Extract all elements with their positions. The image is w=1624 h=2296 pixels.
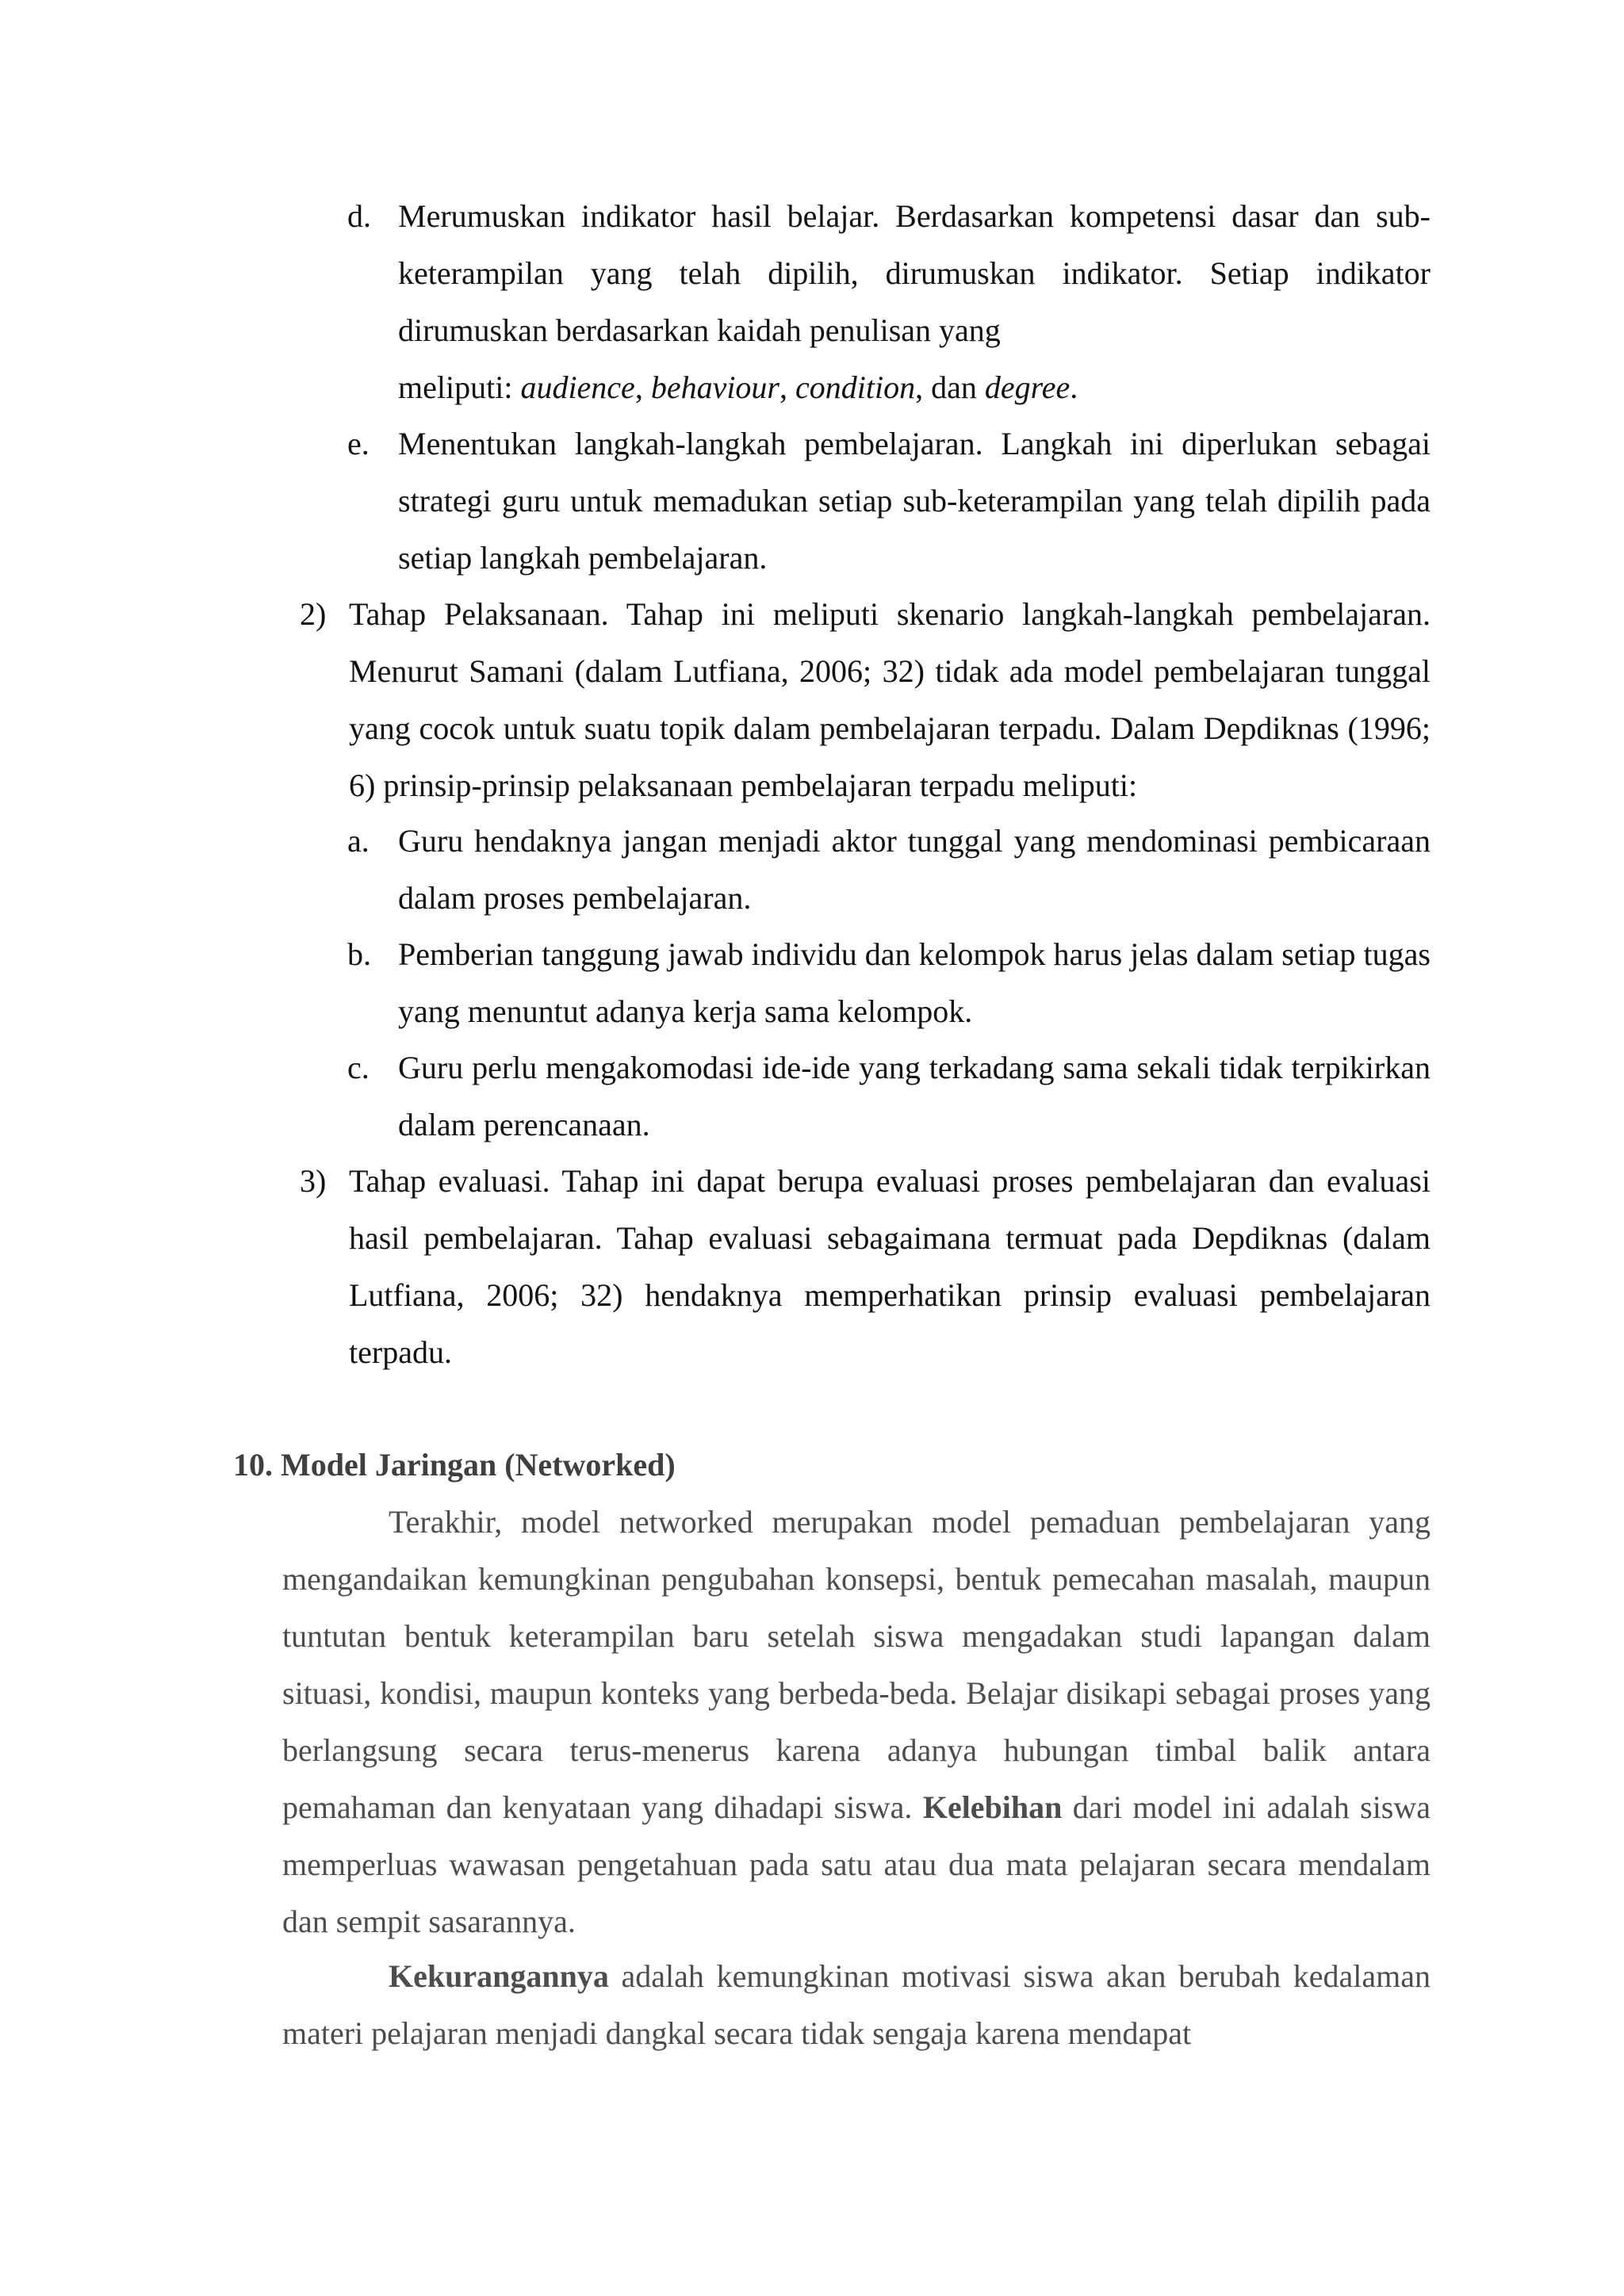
list-item-d-text: Merumuskan indikator hasil belajar. Berdasarkan kompetensi dasar dan sub-keterampilan yang telah dipilih, dirumuskan indikator. Setiap indikator dirumuskan berdasarkan kaidah penulisan yang — [398, 198, 1431, 348]
term-separator: , — [634, 369, 651, 405]
paragraph-1-rest: dari model ini adalah siswa memperluas wawasan pengetahuan pada satu atau dua mata pelajaran secara mendalam dan sempit sasarannya. — [282, 1789, 1431, 1939]
list-item-d — [398, 188, 1431, 416]
list-item-b: Pemberian tanggung jawab individu dan kelompok harus jelas dalam setiap tugas yang menuntut adanya kerja sama kelompok. — [398, 936, 1431, 1029]
list-item-e: Menentukan langkah-langkah pembelajaran. Langkah ini diperlukan sebagai strategi guru untuk memadukan setiap sub-keterampilan yang telah dipilih pada setiap langkah pembelajaran. — [398, 426, 1431, 576]
term-condition: condition — [795, 369, 916, 405]
term-separator: , dan — [915, 369, 985, 405]
list-item-d-terms — [398, 359, 1431, 416]
step-3-paragraph: Tahap evaluasi. Tahap ini dapat berupa evaluasi proses pembelajaran dan evaluasi hasil pembelajaran. Tahap evaluasi sebagaimana termuat pada Depdiknas (dalam Lutfiana, 2006; 32) hendaknya memperhatikan prinsip evaluasi pembelajaran terpadu. — [349, 1163, 1431, 1370]
list-marker-d: d. — [347, 198, 371, 234]
section-heading: 10. Model Jaringan (Networked) — [233, 1447, 676, 1483]
keyword-kelebihan: Kelebihan — [922, 1789, 1063, 1825]
term-behaviour: behaviour — [650, 369, 779, 405]
keyword-kekurangannya: Kekurangannya — [389, 1958, 609, 1994]
list-marker-b: b. — [347, 936, 371, 972]
step-marker-2: 2) — [300, 596, 327, 632]
step-marker-3: 3) — [300, 1163, 327, 1199]
paragraph-2-text: adalah kemungkinan motivasi siswa akan berubah kedalaman materi pelajaran menjadi dangkal secara tidak sengaja karena mendapat — [282, 1958, 1431, 2051]
networked-paragraph-1 — [282, 1494, 1431, 1950]
term-degree: degree — [984, 369, 1071, 405]
term-audience: audience — [520, 369, 635, 405]
list-marker-c: c. — [347, 1050, 370, 1085]
list-item-a: Guru hendaknya jangan menjadi aktor tunggal yang mendominasi pembicaraan dalam proses pembelajaran. — [398, 823, 1431, 916]
networked-paragraph-2 — [282, 1948, 1431, 2062]
list-item-c: Guru perlu mengakomodasi ide-ide yang terkadang sama sekali tidak terpikirkan dalam perencanaan. — [398, 1050, 1431, 1142]
paragraph-1-text: Terakhir, model networked merupakan model pemaduan pembelajaran yang mengandaikan kemungkinan pengubahan konsepsi, bentuk pemecahan masalah, maupun tuntutan bentuk keterampilan baru setelah siswa mengadakan studi lapangan dalam situasi, kondisi, maupun konteks yang berbeda-beda. Belajar disikapi sebagai proses yang berlangsung secara terus-menerus karena adanya hubungan timbal balik antara pemahaman dan kenyataan yang dihadapi siswa. — [282, 1504, 1431, 1825]
terms-intro: meliputi: — [398, 369, 521, 405]
step-2-paragraph: Tahap Pelaksanaan. Tahap ini meliputi skenario langkah-langkah pembelajaran. Menurut Samani (dalam Lutfiana, 2006; 32) tidak ada model pembelajaran tunggal yang cocok untuk suatu topik dalam pembelajaran terpadu. Dalam Depdiknas (1996; 6) prinsip-prinsip pelaksanaan pembelajaran terpadu meliputi: — [349, 596, 1431, 803]
list-marker-e: e. — [347, 426, 370, 461]
list-marker-a: a. — [347, 823, 370, 859]
term-separator: , — [779, 369, 795, 405]
term-end: . — [1070, 369, 1078, 405]
